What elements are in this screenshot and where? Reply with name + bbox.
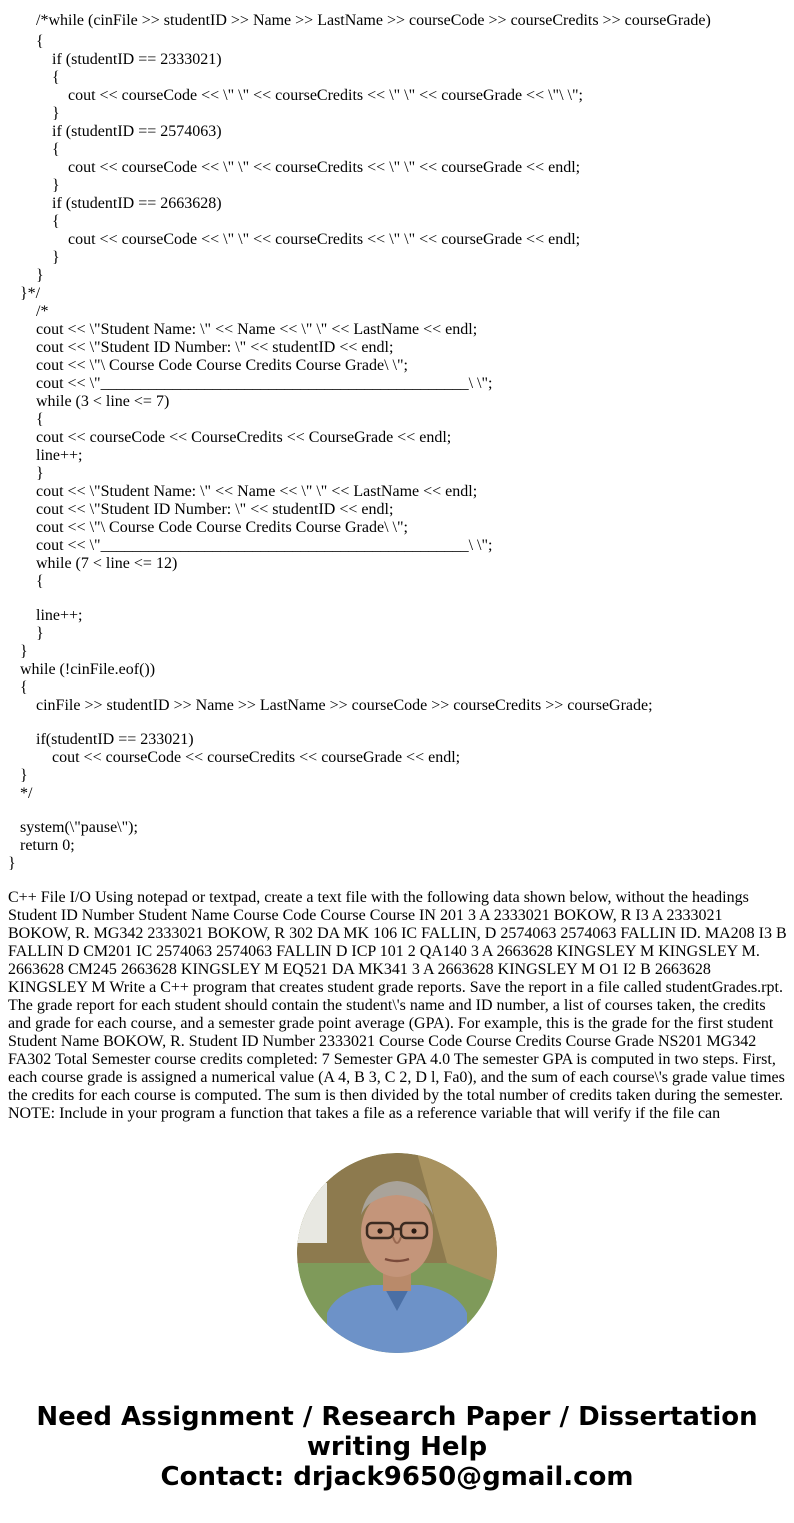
code-line: cinFile >> studentID >> Name >> LastName >> courseCode >> courseCredits >> courseGrade;	[36, 697, 653, 714]
code-line: cout << \"Student ID Number: \" << studentID << endl;	[36, 501, 394, 518]
code-line: cout << \"Student ID Number: \" << studentID << endl;	[36, 339, 394, 356]
help-banner	[0, 1402, 794, 1492]
code-line: return 0;	[20, 837, 75, 854]
code-line: cout << \"Student Name: \" << Name << \" \" << LastName << endl;	[36, 321, 478, 338]
code-line: cout << \"Student Name: \" << Name << \" \" << LastName << endl;	[36, 483, 478, 500]
code-line: while (7 < line <= 12)	[36, 555, 178, 572]
code-line: }	[36, 267, 44, 284]
code-line: }*/	[20, 285, 41, 302]
code-line: cout << courseCode << CourseCredits << CourseGrade << endl;	[36, 429, 452, 446]
code-line: cout << \"______________________________________________\ \";	[36, 375, 493, 392]
code-line: if(studentID == 233021)	[36, 731, 194, 748]
code-line: cout << courseCode << \" \" << courseCredits << \" \" << courseGrade << \"\ \";	[68, 87, 583, 104]
code-line: {	[52, 69, 60, 86]
code-line: {	[20, 679, 28, 696]
code-line: {	[36, 411, 44, 428]
code-line: */	[20, 785, 33, 802]
code-line: cout << courseCode << courseCredits << courseGrade << endl;	[52, 749, 461, 766]
code-line: if (studentID == 2663628)	[52, 195, 222, 212]
code-line: cout << courseCode << \" \" << courseCredits << \" \" << courseGrade << endl;	[68, 231, 581, 248]
code-line: {	[36, 573, 44, 590]
code-line: system(\"pause\");	[20, 819, 138, 836]
question-text: C++ File I/O Using notepad or textpad, create a text file with the following data shown below, without the headings Student ID Number Student Name Course Code Course Course IN 201 3 A 2333021 BOKOW, R I3 A 2333021 BOKOW, R. MG342 2333021 BOKOW, R 302 DA MK 106 IC FALLIN, D 2574063 2574063 FALLIN ID. MA208 I3 B FALLIN D CM201 IC 2574063 2574063 FALLIN D ICP 101 2 QA140 3 A 2663628 KINGSLEY M KINGSLEY M. 2663628 CM245 2663628 KINGSLEY M EQ521 DA MK341 3 A 2663628 KINGSLEY M O1 I2 B 2663628 KINGSLEY M Write a C++ program that creates student grade reports. Save the report in a file called studentGrades.rpt. The grade report for each student should contain the student\'s name and ID number, a list of courses taken, the credits and grade for each course, and a semester grade point average (GPA). For example, this is the grade for the first student Student Name BOKOW, R. Student ID Number 2333021 Course Code Course Credits Course Grade NS201 MG342 FA302 Total Semester course credits completed: 7 Semester GPA 4.0 The semester GPA is computed in two steps. First, each course grade is assigned a numerical value (A 4, B 3, C 2, D l, Fa0), and the sum of each course\'s grade value times the credits for each course is computed. The sum is then divided by the total number of credits taken during the semester. NOTE: Include in your program a function that takes a file as a reference variable that will verify if the file can	[8, 889, 787, 1122]
code-line: }	[52, 177, 60, 194]
avatar	[297, 1153, 497, 1353]
code-line: }	[36, 625, 44, 642]
banner-contact: Contact: drjack9650@gmail.com	[160, 1462, 634, 1492]
code-line: {	[36, 33, 44, 50]
code-line: }	[36, 465, 44, 482]
code-line: }	[20, 643, 28, 660]
code-line: /*	[36, 303, 49, 320]
code-line: }	[8, 855, 16, 872]
code-line: /*while (cinFile >> studentID >> Name >> LastName >> courseCode >> courseCredits >> courseGrade)	[36, 12, 711, 29]
code-line: line++;	[36, 447, 83, 464]
banner-line-1: Need Assignment / Research Paper / Dissertation	[36, 1402, 758, 1432]
code-line: if (studentID == 2574063)	[52, 123, 222, 140]
code-line: line++;	[36, 607, 83, 624]
code-line: while (!cinFile.eof())	[20, 661, 156, 678]
code-line: {	[52, 141, 60, 158]
code-line: cout << courseCode << \" \" << courseCredits << \" \" << courseGrade << endl;	[68, 159, 581, 176]
code-line: }	[52, 249, 60, 266]
code-line: cout << \"______________________________________________\ \";	[36, 537, 493, 554]
code-line: if (studentID == 2333021)	[52, 51, 222, 68]
code-line: while (3 < line <= 7)	[36, 393, 170, 410]
code-line: }	[52, 105, 60, 122]
code-line: cout << \"\ Course Code Course Credits Course Grade\ \";	[36, 519, 408, 536]
code-line: cout << \"\ Course Code Course Credits Course Grade\ \";	[36, 357, 408, 374]
code-line: }	[20, 767, 28, 784]
banner-line-2: writing Help	[306, 1432, 488, 1462]
code-line: {	[52, 213, 60, 230]
